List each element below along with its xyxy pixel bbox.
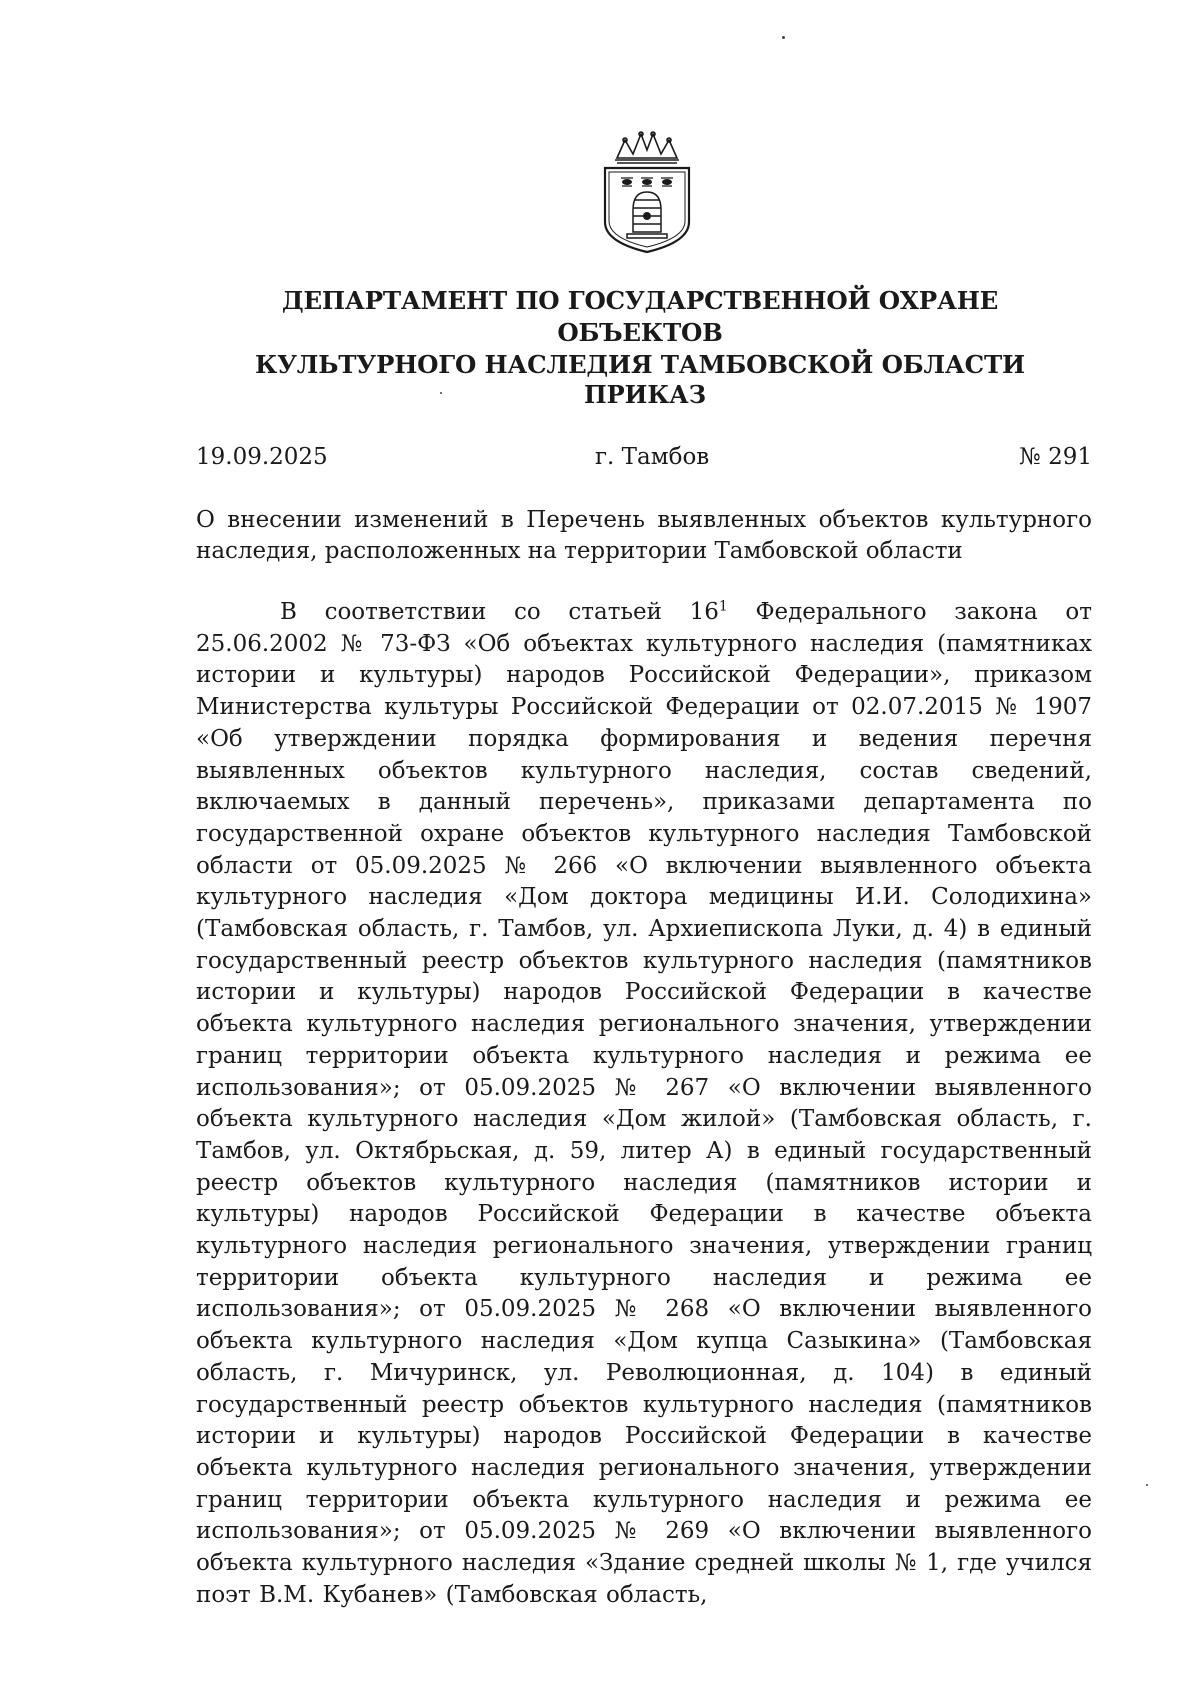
department-title-line-2: КУЛЬТУРНОГО НАСЛЕДИЯ ТАМБОВСКОЙ ОБЛАСТИ — [255, 350, 1025, 379]
body-lead: В соответствии со статьей 16 — [280, 599, 719, 625]
document-type: ПРИКАЗ — [583, 380, 707, 409]
order-subject: О внесении изменений в Перечень выявленных объектов культурного наследия, расположенных на территории Тамбовской области — [196, 507, 1092, 564]
body-paragraph — [196, 597, 1092, 1612]
coat-of-arms-icon — [595, 130, 699, 255]
department-title — [200, 285, 1080, 381]
order-number: № 291 — [1019, 444, 1092, 470]
article-superscript: 1 — [718, 598, 728, 615]
order-date: 19.09.2025 — [196, 444, 328, 470]
scan-speck — [1146, 1484, 1148, 1486]
scan-speck — [782, 36, 785, 39]
scan-speck — [440, 392, 442, 394]
body-text: Федерального закона от 25.06.2002 № 73-ФЗ «Об объектах культурного наследия (памятниках истории и культуры) народов Российской Федерации», приказом Министерства культуры Российской Федерации от 02.07.2015 № 1907 «Об утверждении порядка формирования и ведения перечня выявленных объектов культурного наследия, состав сведений, включаемых в данный перечень», приказами департамента по государственной охране объектов культурного наследия Тамбовской области от 05.09.2025 № 266 «О включении выявленного объекта культурного наследия «Дом доктора медицины И.И. Солодихина» (Тамбовская область, г. Тамбов, ул. Архиепископа Луки, д. 4) в единый государственный реестр объектов культурного наследия (памятников истории и культуры) народов Российской Федерации в качестве объекта культурного наследия регионального значения, утверждении границ территории объекта культурного наследия и режима ее использования»; от 05.09.2025 № 267 «О включении выявленного объекта культурного наследия «Дом жилой» (Тамбовская область, г. Тамбов, ул. Октябрьская, д. 59, литер А) в единый государственный реестр объектов культурного наследия (памятников истории и культуры) народов Российской Федерации в качестве объекта культурного наследия регионального значения, утверждении границ территории объекта культурного наследия и режима ее использования»; от 05.09.2025 № 268 «О включении выявленного объекта культурного наследия «Дом купца Сазыкина» (Тамбовская область, г. Мичуринск, ул. Революционная, д. 104) в единый государственный реестр объектов культурного наследия (памятников истории и культуры) народов Российской Федерации в качестве объекта культурного наследия регионального значения, утверждении границ территории объекта культурного наследия и режима ее использования»; от 05.09.2025 № 269 «О включении выявленного объекта культурного наследия «Здание средней школы № 1, где учился поэт В.М. Кубанев» (Тамбовская область, — [196, 599, 1092, 1608]
department-title-line-1: ДЕПАРТАМЕНТ ПО ГОСУДАРСТВЕННОЙ ОХРАНЕ ОБЪЕКТОВ — [281, 286, 999, 347]
order-place: г. Тамбов — [595, 444, 710, 470]
